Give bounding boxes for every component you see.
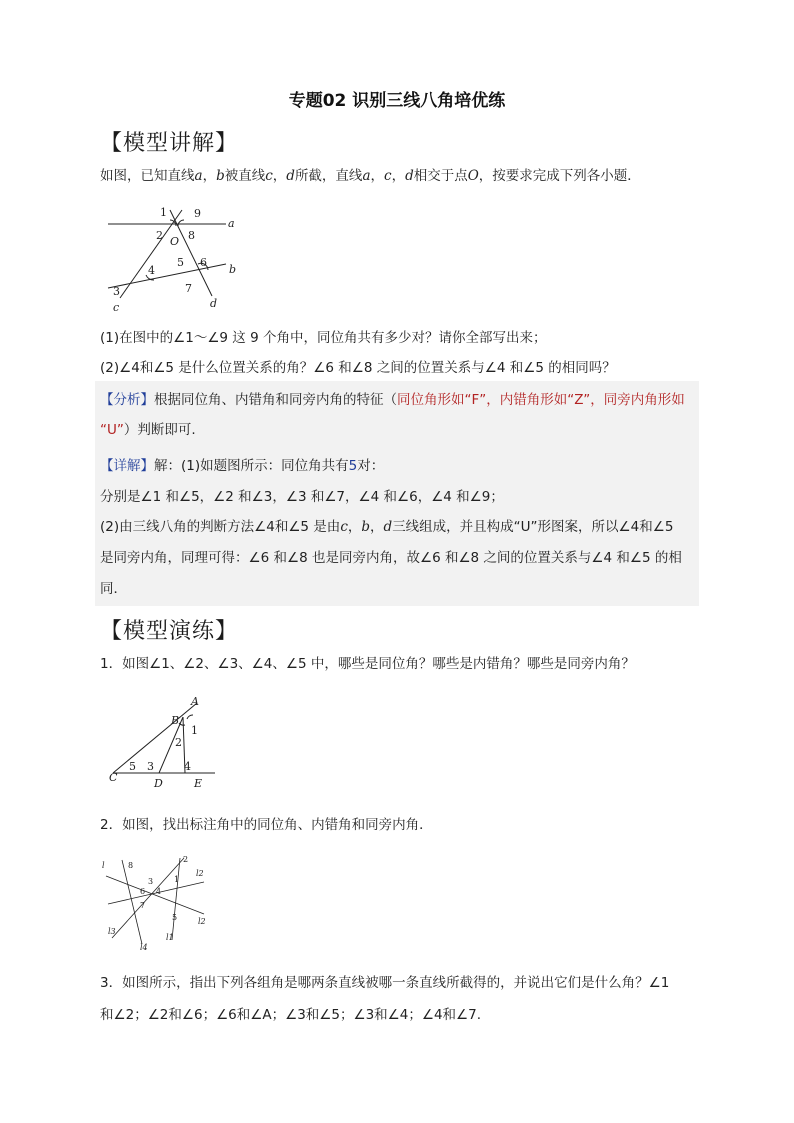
- label-line-d: d: [210, 297, 218, 310]
- label-point-d: D: [154, 777, 163, 790]
- label-angle-1: 1: [191, 724, 198, 737]
- label-point-o: O: [170, 235, 180, 248]
- label-angle-8: 8: [128, 861, 134, 870]
- label-line-c: c: [113, 301, 120, 314]
- label-angle-2: 2: [183, 855, 189, 864]
- analysis-line-1: 【分析】根据同位角、内错角和同旁内角的特征（同位角形如“F”，内错角形如“Z”，同旁内角形如: [100, 392, 685, 408]
- label-angle-6: 6: [140, 887, 146, 896]
- section-heading-model-practice: 【模型演练】: [100, 619, 239, 644]
- label-point-c: C: [109, 771, 118, 784]
- label-angle-6: 6: [200, 256, 207, 269]
- detail-line-4: 是同旁内角，同理可得：∠6 和∠8 也是同旁内角，故∠6 和∠8 之间的位置关系与∠4 和∠5 的相: [100, 550, 682, 566]
- label-angle-7: 7: [140, 901, 146, 910]
- label-angle-7: 7: [185, 282, 192, 295]
- label-angle-2: 2: [156, 229, 163, 242]
- detail-line-1: 【详解】解：(1)如题图所示：同位角共有5对：: [100, 458, 385, 474]
- label-line-l: l: [102, 861, 105, 870]
- label-angle-8: 8: [188, 229, 195, 242]
- label-angle-3: 3: [113, 285, 120, 298]
- detail-line-3: (2)由三线八角的判断方法∠4和∠5 是由c，b，d三线组成，并且构成“U”形图案，所以∠4和∠5: [100, 519, 674, 535]
- label-point-b: B: [171, 714, 180, 727]
- figure-three-lines-eight-angles: [100, 200, 260, 315]
- angle-arc-9: [178, 220, 184, 226]
- line-c: [120, 210, 182, 298]
- line-l4: [122, 860, 142, 944]
- label-point-e: E: [194, 777, 203, 790]
- detail-line-2: 分别是∠1 和∠5，∠2 和∠3，∠3 和∠7，∠4 和∠6，∠4 和∠9；: [100, 489, 504, 505]
- label-angle-1: 1: [174, 875, 180, 884]
- exercise-1-question: 1．如图∠1、∠2、∠3、∠4、∠5 中，哪些是同位角？哪些是内错角？哪些是同旁内角？: [100, 656, 635, 672]
- label-line-l2-top: l2: [196, 869, 204, 878]
- label-point-a: A: [191, 695, 199, 708]
- label-angle-3: 3: [148, 877, 154, 886]
- section-heading-model-explain: 【模型讲解】: [100, 131, 239, 156]
- line-b: [108, 264, 226, 288]
- page-title: 专题02 识别三线八角培优练: [288, 91, 506, 111]
- angle-arc-1: [187, 715, 193, 719]
- label-line-l3: l3: [108, 927, 116, 936]
- label-angle-2: 2: [175, 736, 182, 749]
- exercise-2-figure: [100, 852, 210, 952]
- question-2: (2)∠4和∠5 是什么位置关系的角？∠6 和∠8 之间的位置关系与∠4 和∠5 的相同吗？: [100, 360, 616, 376]
- exercise-1-figure: [105, 695, 225, 790]
- label-angle-4: 4: [156, 887, 162, 896]
- label-angle-9: 9: [194, 207, 201, 220]
- label-angle-3: 3: [147, 760, 154, 773]
- line-l1: [106, 876, 204, 914]
- exercise-3-question-line-1: 3．如图所示，指出下列各组角是哪两条直线被哪一条直线所截得的，并说出它们是什么角？∠1: [100, 975, 670, 991]
- label-angle-5: 5: [172, 913, 178, 922]
- label-angle-4: 4: [184, 760, 191, 773]
- label-line-a: a: [228, 217, 235, 230]
- question-1: (1)在图中的∠1～∠9 这 9 个角中，同位角共有多少对？请你全部写出来；: [100, 330, 547, 346]
- exercise-2-question: 2．如图，找出标注角中的同位角、内错角和同旁内角．: [100, 817, 433, 833]
- label-line-b: b: [229, 263, 237, 276]
- label-angle-1: 1: [160, 206, 167, 219]
- detail-line-5: 同．: [100, 581, 127, 597]
- label-angle-5: 5: [177, 256, 184, 269]
- intro-paragraph: 如图，已知直线a，b被直线c，d所截，直线a，c，d相交于点O，按要求完成下列各小题．: [100, 168, 641, 184]
- analysis-line-2: “U”）判断即可.: [100, 422, 196, 438]
- exercise-3-question-line-2: 和∠2；∠2和∠6；∠6和∠A；∠3和∠5；∠3和∠4；∠4和∠7.: [100, 1007, 482, 1023]
- label-angle-5: 5: [129, 760, 136, 773]
- label-line-l1: l1: [166, 933, 174, 942]
- label-angle-4: 4: [148, 264, 155, 277]
- label-line-l4: l4: [140, 943, 148, 952]
- label-line-l2: l2: [198, 917, 206, 926]
